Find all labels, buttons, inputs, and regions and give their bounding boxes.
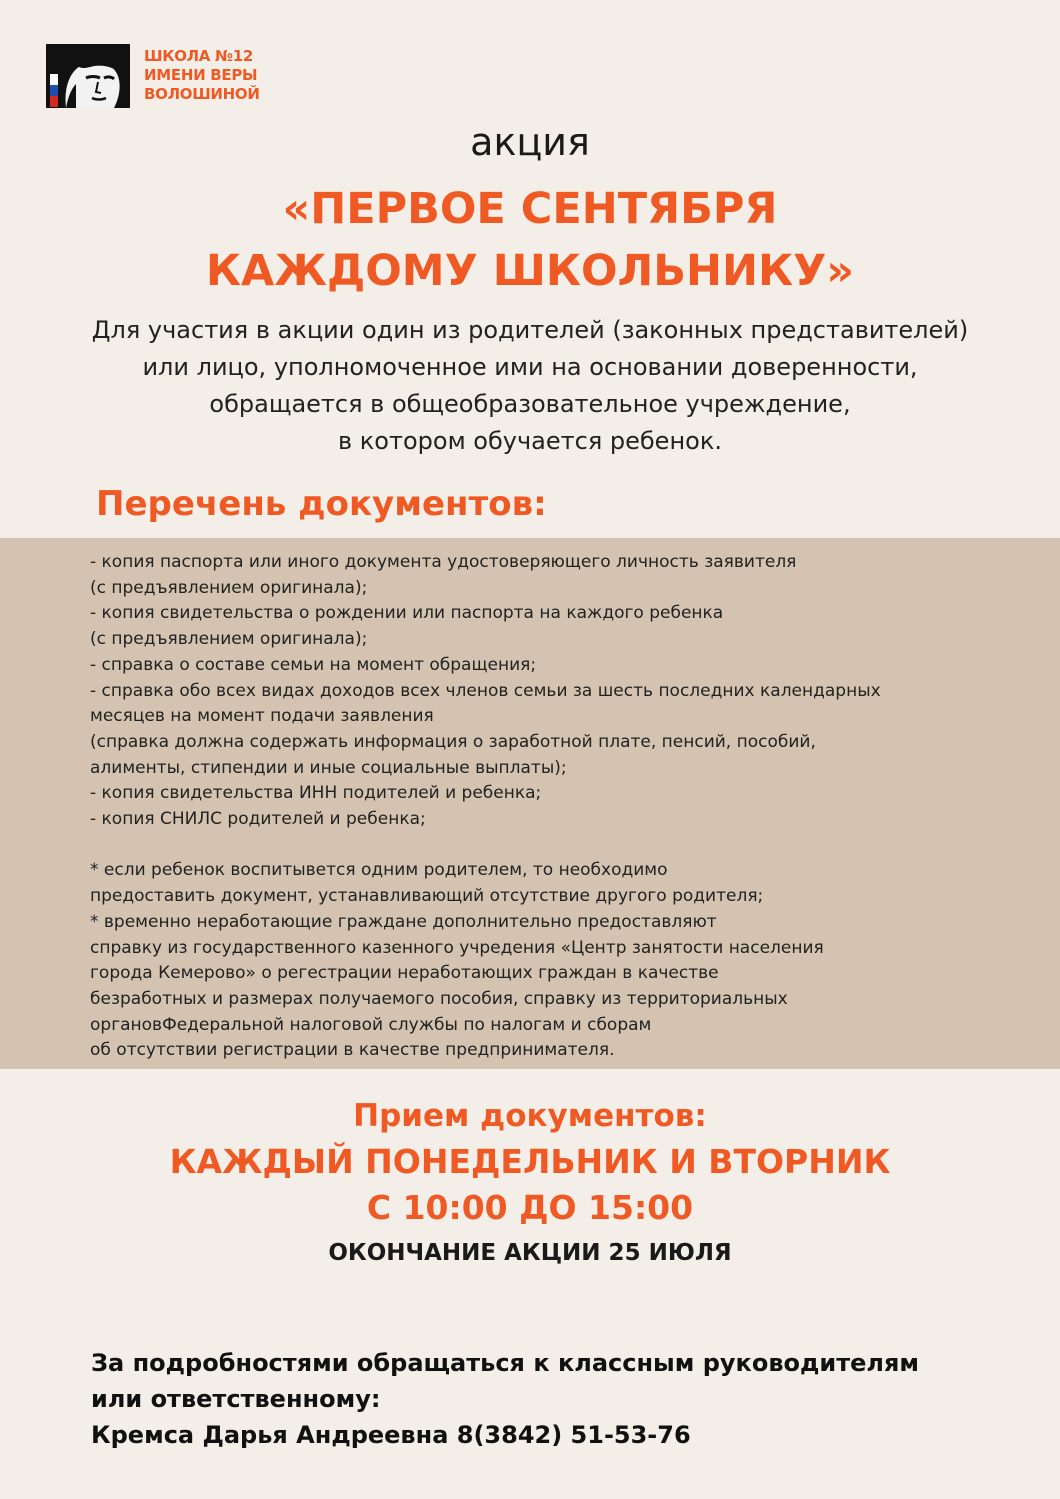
intro-line: обращается в общеобразовательное учреждение, bbox=[209, 390, 851, 418]
title-line: КАЖДОМУ ШКОЛЬНИКУ» bbox=[205, 246, 855, 296]
list-item: (справка должна содержать информация о заработной плате, пенсий, пособий, bbox=[90, 731, 816, 752]
intro-line: или лицо, уполномоченное ими на основании доверенности, bbox=[142, 353, 918, 381]
schedule-block bbox=[0, 1093, 1060, 1273]
title-line: «ПЕРВОЕ СЕНТЯБРЯ bbox=[282, 184, 778, 234]
logo-line: ШКОЛА №12 bbox=[144, 47, 254, 65]
list-item: месяцев на момент подачи заявления bbox=[90, 706, 434, 727]
list-item: - копия СНИЛС родителей и ребенка; bbox=[90, 809, 426, 830]
schedule-days: КАЖДЫЙ ПОНЕДЕЛЬНИК И ВТОРНИК bbox=[169, 1142, 891, 1181]
list-item: - копия свидетельства ИНН подителей и ребенка; bbox=[90, 783, 542, 804]
list-item: - копия свидетельства о рождении или паспорта на каждого ребенка bbox=[90, 603, 724, 624]
note-line: справку из государственного казенного учредения «Центр занятости населения bbox=[90, 937, 824, 958]
contact-line: или ответственному: bbox=[91, 1385, 381, 1413]
documents-panel bbox=[0, 538, 1060, 1069]
list-item: (с предъявлением оригинала); bbox=[90, 577, 368, 598]
note-line: города Кемерово» о регестрации неработающих граждан в качестве bbox=[90, 963, 719, 984]
intro-paragraph bbox=[0, 312, 1060, 460]
documents-list bbox=[90, 550, 990, 1064]
contacts-block bbox=[91, 1345, 919, 1453]
list-item: - копия паспорта или иного документа удостоверяющего личность заявителя bbox=[90, 552, 797, 572]
list-item: - справка о составе семьи на момент обращения; bbox=[90, 654, 537, 675]
kicker-label: акция bbox=[470, 120, 590, 164]
list-item: алименты, стипендии и иные социальные выплаты); bbox=[90, 757, 567, 778]
schedule-hours: С 10:00 ДО 15:00 bbox=[366, 1188, 694, 1227]
documents-heading: Перечень документов: bbox=[96, 484, 547, 524]
intro-line: в котором обучается ребенок. bbox=[338, 427, 722, 455]
note-line: * если ребенок воспитывется одним родителем, то необходимо bbox=[90, 860, 668, 881]
list-item: - справка обо всех видах доходов всех членов семьи за шесть последних календарных bbox=[90, 680, 881, 701]
portrait-image bbox=[46, 44, 130, 108]
russian-flag-icon bbox=[50, 74, 58, 108]
schedule-heading: Прием документов: bbox=[353, 1098, 707, 1134]
note-line: безработных и размерах получаемого пособия, справку из территориальных bbox=[90, 988, 788, 1009]
contact-line: За подробностями обращаться к классным руководителям bbox=[91, 1349, 919, 1377]
note-line: органовФедеральной налоговой службы по налогам и сборам bbox=[90, 1014, 652, 1035]
schedule-end: ОКОНЧАНИЕ АКЦИИ 25 ИЮЛЯ bbox=[328, 1240, 732, 1266]
page-title bbox=[0, 178, 1060, 302]
note-line: об отсутствии регистрации в качестве предпринимателя. bbox=[90, 1040, 615, 1061]
logo-line: ВОЛОШИНОЙ bbox=[144, 85, 260, 103]
contact-line: Кремса Дарья Андреевна 8(3842) 51-53-76 bbox=[91, 1421, 691, 1449]
list-spacer bbox=[90, 833, 990, 859]
note-line: предоставить документ, устанавливающий отсутствие другого родителя; bbox=[90, 886, 764, 907]
school-logo bbox=[46, 44, 296, 108]
list-item: (с предъявлением оригинала); bbox=[90, 629, 368, 650]
logo-wordmark bbox=[144, 47, 260, 104]
note-line: * временно неработающие граждане дополнительно предоставляют bbox=[90, 911, 717, 932]
intro-line: Для участия в акции один из родителей (законных представителей) bbox=[91, 316, 969, 344]
logo-line: ИМЕНИ ВЕРЫ bbox=[144, 66, 258, 84]
